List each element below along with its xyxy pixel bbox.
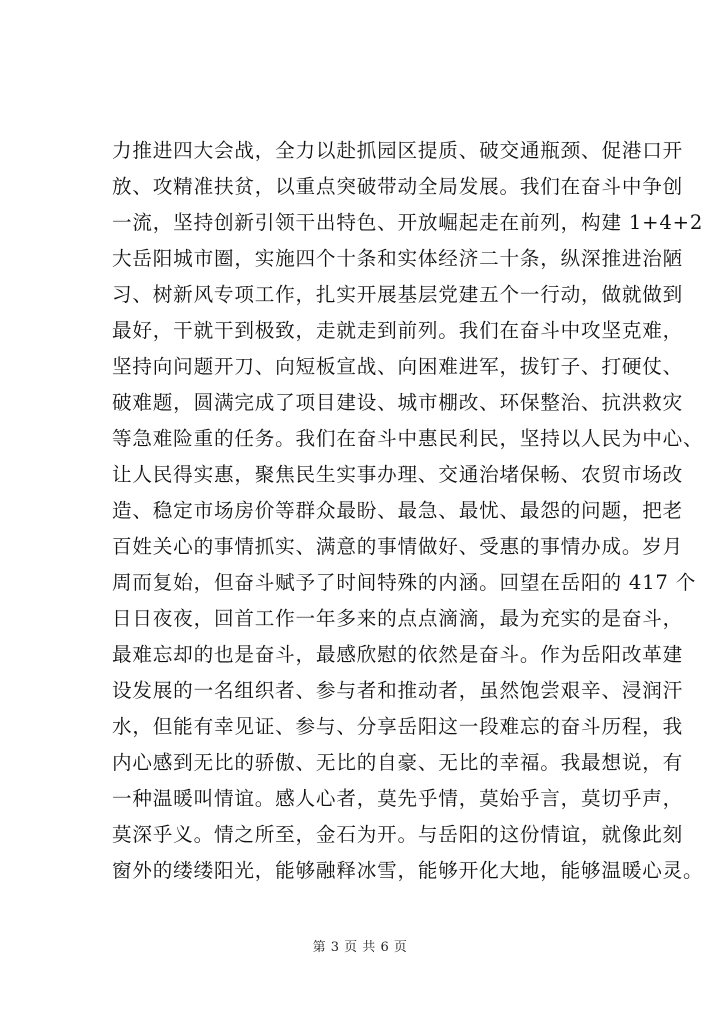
- text-line: 坚持向问题开刀、向短板宣战、向困难进军，拔钉子、打硬仗、: [112, 355, 684, 378]
- page-number-footer: 第 3 页 共 6 页: [312, 940, 408, 955]
- text-line: 百姓关心的事情抓实、满意的事情做好、受惠的事情办成。岁月: [112, 535, 684, 558]
- text-line: 让人民得实惠，聚焦民生实事办理、交通治堵保畅、农贸市场改: [112, 463, 684, 486]
- text-line: 放、攻精准扶贫，以重点突破带动全局发展。我们在奋斗中争创: [112, 175, 684, 198]
- text-line: 一流，坚持创新引领干出特色、开放崛起走在前列，构建 1+4+2: [112, 211, 704, 234]
- text-line: 力推进四大会战，全力以赴抓园区提质、破交通瓶颈、促港口开: [112, 139, 684, 162]
- text-line: 最难忘却的也是奋斗，最感欣慰的依然是奋斗。作为岳阳改革建: [112, 643, 684, 666]
- text-line: 造、稳定市场房价等群众最盼、最急、最忧、最怨的问题，把老: [112, 499, 684, 522]
- body-paragraph: [112, 133, 704, 889]
- text-line: 大岳阳城市圈，实施四个十条和实体经济二十条，纵深推进治陋: [112, 247, 684, 270]
- text-line: 最好，干就干到极致，走就走到前列。我们在奋斗中攻坚克难，: [112, 319, 684, 342]
- text-line: 水，但能有幸见证、参与、分享岳阳这一段难忘的奋斗历程，我: [112, 715, 684, 738]
- text-line: 莫深乎义。情之所至，金石为开。与岳阳的这份情谊，就像此刻: [112, 823, 684, 846]
- text-line: 设发展的一名组织者、参与者和推动者，虽然饱尝艰辛、浸润汗: [112, 679, 684, 702]
- text-line: 日日夜夜，回首工作一年多来的点点滴滴，最为充实的是奋斗，: [112, 607, 684, 630]
- text-line: 等急难险重的任务。我们在奋斗中惠民利民，坚持以人民为中心、: [112, 427, 704, 450]
- text-line: 内心感到无比的骄傲、无比的自豪、无比的幸福。我最想说，有: [112, 751, 684, 774]
- text-line: 周而复始，但奋斗赋予了时间特殊的内涵。回望在岳阳的 417 个: [112, 571, 697, 594]
- text-line: 窗外的缕缕阳光，能够融释冰雪，能够开化大地，能够温暖心灵。: [112, 859, 704, 882]
- text-line: 习、树新风专项工作，扎实开展基层党建五个一行动，做就做到: [112, 283, 684, 306]
- text-line: 一种温暖叫情谊。感人心者，莫先乎情，莫始乎言，莫切乎声，: [112, 787, 684, 810]
- text-line: 破难题，圆满完成了项目建设、城市棚改、环保整治、抗洪救灾: [112, 391, 684, 414]
